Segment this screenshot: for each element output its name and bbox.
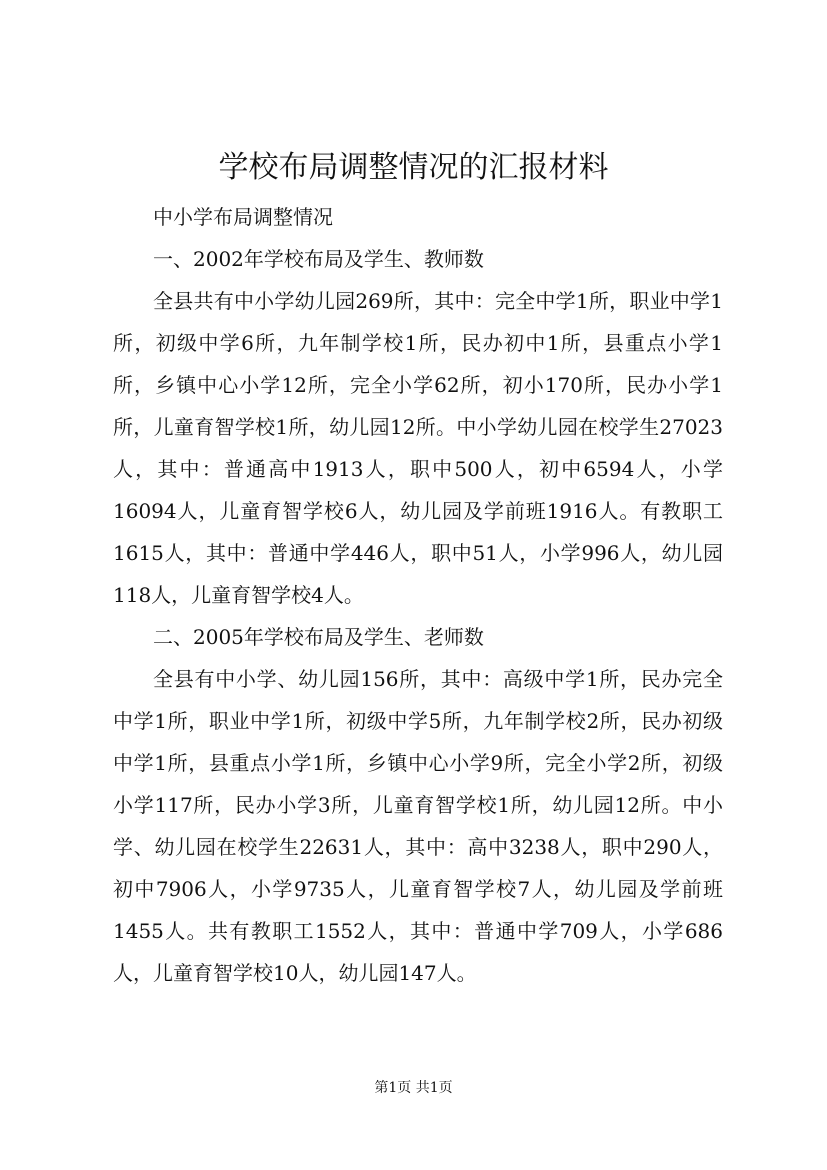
paragraph-2002-summary: 全县共有中小学幼儿园269所，其中：完全中学1所，职业中学1所，初级中学6所，九年制学校1所，民办初中1所，县重点小学1所，乡镇中心小学12所，完全小学62所，初小170所，民办小学1所，儿童育智学校1所，幼儿园12所。中小学幼儿园在校学生27023人，其中：普通高中1913人，职中500人，初中6594人，小学16094人，儿童育智学校6人，幼儿园及学前班1916人。有教职工1615人，其中：普通中学446人，职中51人，小学996人，幼儿园118人，儿童育智学校4人。 [113, 289, 723, 607]
paragraph-2005-summary: 全县有中小学、幼儿园156所，其中：高级中学1所，民办完全中学1所，职业中学1所，初级中学5所，九年制学校2所，民办初级中学1所，县重点小学1所，乡镇中心小学9所，完全小学2所，初级小学117所，民办小学3所，儿童育智学校1所，幼儿园12所。中小学、幼儿园在校学生22631人，其中：高中3238人，职中290人，初中7906人，小学9735人，儿童育智学校7人，幼儿园及学前班1455人。共有教职工1552人，其中：普通中学709人，小学686人，儿童育智学校10人，幼儿园147人。 [113, 667, 723, 985]
section-heading: 中小学布局调整情况 [153, 205, 333, 229]
document-title: 学校布局调整情况的汇报材料 [218, 150, 609, 185]
document-body [113, 196, 723, 994]
page-footer: 第1页 共1页 [374, 1080, 453, 1096]
subsection-heading-2002: 一、2002年学校布局及学生、教师数 [153, 247, 484, 271]
subsection-heading-2005: 二、2005年学校布局及学生、老师数 [153, 625, 484, 649]
